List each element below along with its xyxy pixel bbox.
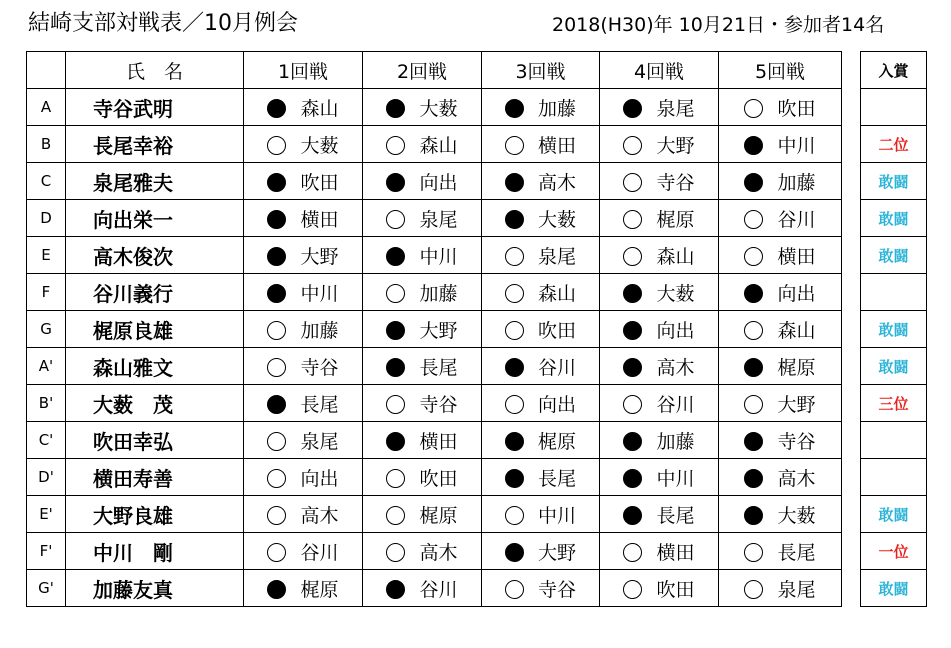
white-circle-icon [623, 173, 642, 192]
game-result-cell [244, 422, 363, 459]
game-result-cell [363, 570, 482, 607]
table-row [27, 533, 842, 570]
award-row [861, 570, 927, 607]
black-circle-icon [623, 358, 642, 377]
table-header-row [27, 52, 842, 89]
game-result-cell [363, 163, 482, 200]
white-circle-icon [386, 210, 405, 229]
game-result-cell [363, 89, 482, 126]
game-result-cell [719, 126, 842, 163]
white-circle-icon [623, 247, 642, 266]
award-row [861, 237, 927, 274]
player-name: 梶原良雄 [66, 311, 244, 348]
player-name: 大薮 茂 [66, 385, 244, 422]
black-circle-icon [386, 173, 405, 192]
black-circle-icon [505, 210, 524, 229]
opponent-name: 長尾 [419, 356, 458, 379]
award-badge: 二位 [861, 126, 927, 163]
black-circle-icon [623, 99, 642, 118]
opponent-name: 加藤 [777, 171, 816, 194]
player-name: 泉尾雅夫 [66, 163, 244, 200]
game-result-cell [600, 126, 719, 163]
game-result-cell [719, 496, 842, 533]
award-row [861, 422, 927, 459]
player-id: F [27, 274, 66, 311]
opponent-name: 大野 [419, 319, 458, 342]
opponent-name: 谷川 [300, 541, 339, 564]
white-circle-icon [623, 543, 642, 562]
game-result-cell [600, 496, 719, 533]
player-name: 吹田幸弘 [66, 422, 244, 459]
game-result-cell [482, 459, 600, 496]
opponent-name: 吹田 [537, 319, 576, 342]
game-result-cell [244, 385, 363, 422]
player-id: A [27, 89, 66, 126]
black-circle-icon [623, 506, 642, 525]
player-name: 大野良雄 [66, 496, 244, 533]
game-result-cell [363, 459, 482, 496]
white-circle-icon [623, 395, 642, 414]
player-name: 長尾幸裕 [66, 126, 244, 163]
game-result-cell [363, 496, 482, 533]
black-circle-icon [267, 99, 286, 118]
opponent-name: 中川 [300, 282, 339, 305]
black-circle-icon [386, 99, 405, 118]
game-result-cell [244, 496, 363, 533]
header-round-4: 4回戦 [600, 52, 719, 89]
opponent-name: 谷川 [419, 578, 458, 601]
game-result-cell [600, 385, 719, 422]
black-circle-icon [505, 99, 524, 118]
white-circle-icon [386, 543, 405, 562]
opponent-name: 中川 [777, 134, 816, 157]
table-row [27, 200, 842, 237]
game-result-cell [600, 274, 719, 311]
award-badge: 敢闘 [861, 311, 927, 348]
white-circle-icon [267, 432, 286, 451]
game-result-cell [244, 163, 363, 200]
white-circle-icon [386, 506, 405, 525]
opponent-name: 梶原 [777, 356, 816, 379]
opponent-name: 吹田 [656, 578, 695, 601]
table-row [27, 496, 842, 533]
opponent-name: 中川 [419, 245, 458, 268]
award-row [861, 89, 927, 126]
opponent-name: 寺谷 [777, 430, 816, 453]
opponent-name: 梶原 [537, 430, 576, 453]
award-row [861, 163, 927, 200]
game-result-cell [482, 348, 600, 385]
game-result-cell [482, 274, 600, 311]
black-circle-icon [386, 321, 405, 340]
game-result-cell [600, 570, 719, 607]
player-id: G' [27, 570, 66, 607]
player-name: 中川 剛 [66, 533, 244, 570]
opponent-name: 横田 [300, 208, 339, 231]
opponent-name: 横田 [419, 430, 458, 453]
black-circle-icon [744, 432, 763, 451]
game-result-cell [600, 89, 719, 126]
table-row [27, 126, 842, 163]
white-circle-icon [505, 136, 524, 155]
game-result-cell [363, 348, 482, 385]
game-result-cell [719, 385, 842, 422]
opponent-name: 大薮 [656, 282, 695, 305]
player-name: 谷川義行 [66, 274, 244, 311]
black-circle-icon [267, 247, 286, 266]
opponent-name: 森山 [537, 282, 576, 305]
table-row [27, 348, 842, 385]
game-result-cell [244, 274, 363, 311]
player-id: C' [27, 422, 66, 459]
award-badge [861, 274, 927, 311]
game-result-cell [719, 422, 842, 459]
player-name: 加藤友真 [66, 570, 244, 607]
game-result-cell [363, 533, 482, 570]
white-circle-icon [267, 321, 286, 340]
player-name: 向出栄一 [66, 200, 244, 237]
game-result-cell [244, 311, 363, 348]
opponent-name: 大薮 [537, 208, 576, 231]
award-row [861, 496, 927, 533]
opponent-name: 大野 [300, 245, 339, 268]
opponent-name: 森山 [656, 245, 695, 268]
white-circle-icon [505, 395, 524, 414]
game-result-cell [363, 200, 482, 237]
award-badge: 敢闘 [861, 496, 927, 533]
opponent-name: 寺谷 [656, 171, 695, 194]
opponent-name: 加藤 [537, 97, 576, 120]
opponent-name: 泉尾 [419, 208, 458, 231]
player-name: 高木俊次 [66, 237, 244, 274]
award-badge: 敢闘 [861, 200, 927, 237]
header-award: 入賞 [861, 52, 927, 89]
table-row [27, 237, 842, 274]
game-result-cell [244, 89, 363, 126]
opponent-name: 中川 [656, 467, 695, 490]
black-circle-icon [744, 469, 763, 488]
game-result-cell [363, 385, 482, 422]
white-circle-icon [267, 136, 286, 155]
game-result-cell [719, 89, 842, 126]
opponent-name: 泉尾 [537, 245, 576, 268]
white-circle-icon [744, 247, 763, 266]
game-result-cell [600, 163, 719, 200]
black-circle-icon [623, 321, 642, 340]
opponent-name: 大野 [656, 134, 695, 157]
game-result-cell [363, 126, 482, 163]
game-result-cell [482, 570, 600, 607]
game-result-cell [482, 422, 600, 459]
game-result-cell [719, 200, 842, 237]
opponent-name: 加藤 [656, 430, 695, 453]
opponent-name: 向出 [419, 171, 458, 194]
player-name: 森山雅文 [66, 348, 244, 385]
opponent-name: 森山 [300, 97, 339, 120]
table-row [27, 422, 842, 459]
opponent-name: 森山 [419, 134, 458, 157]
game-result-cell [719, 311, 842, 348]
white-circle-icon [505, 321, 524, 340]
opponent-name: 高木 [419, 541, 458, 564]
page-title: 結崎支部対戦表／10月例会 [28, 11, 298, 36]
white-circle-icon [623, 580, 642, 599]
white-circle-icon [744, 580, 763, 599]
award-row [861, 311, 927, 348]
opponent-name: 長尾 [777, 541, 816, 564]
header-id [27, 52, 66, 89]
game-result-cell [244, 570, 363, 607]
award-row [861, 459, 927, 496]
white-circle-icon [386, 136, 405, 155]
black-circle-icon [505, 469, 524, 488]
game-result-cell [244, 200, 363, 237]
opponent-name: 高木 [537, 171, 576, 194]
table-row [27, 385, 842, 422]
black-circle-icon [267, 395, 286, 414]
game-result-cell [719, 533, 842, 570]
opponent-name: 森山 [777, 319, 816, 342]
game-result-cell [719, 348, 842, 385]
game-result-cell [482, 533, 600, 570]
black-circle-icon [505, 543, 524, 562]
game-result-cell [482, 163, 600, 200]
award-table-body [861, 89, 927, 607]
player-id: A' [27, 348, 66, 385]
award-table [860, 51, 927, 607]
opponent-name: 泉尾 [777, 578, 816, 601]
black-circle-icon [505, 173, 524, 192]
player-id: E' [27, 496, 66, 533]
game-result-cell [244, 459, 363, 496]
opponent-name: 大野 [777, 393, 816, 416]
match-table [26, 51, 842, 607]
opponent-name: 中川 [537, 504, 576, 527]
award-row [861, 274, 927, 311]
white-circle-icon [386, 284, 405, 303]
opponent-name: 梶原 [656, 208, 695, 231]
award-row [861, 385, 927, 422]
white-circle-icon [623, 136, 642, 155]
white-circle-icon [744, 321, 763, 340]
opponent-name: 吹田 [777, 97, 816, 120]
award-badge: 一位 [861, 533, 927, 570]
black-circle-icon [386, 358, 405, 377]
black-circle-icon [505, 432, 524, 451]
game-result-cell [482, 311, 600, 348]
game-result-cell [482, 385, 600, 422]
award-badge: 敢闘 [861, 237, 927, 274]
opponent-name: 大薮 [777, 504, 816, 527]
white-circle-icon [267, 543, 286, 562]
header-name: 氏 名 [66, 52, 244, 89]
opponent-name: 寺谷 [419, 393, 458, 416]
player-id: C [27, 163, 66, 200]
opponent-name: 梶原 [300, 578, 339, 601]
player-name: 横田寿善 [66, 459, 244, 496]
opponent-name: 谷川 [777, 208, 816, 231]
white-circle-icon [505, 506, 524, 525]
game-result-cell [363, 311, 482, 348]
game-result-cell [600, 311, 719, 348]
game-result-cell [244, 126, 363, 163]
opponent-name: 寺谷 [300, 356, 339, 379]
event-info: 2018(H30)年 10月21日・参加者14名 [552, 14, 885, 36]
black-circle-icon [267, 173, 286, 192]
white-circle-icon [744, 543, 763, 562]
opponent-name: 長尾 [300, 393, 339, 416]
award-badge [861, 459, 927, 496]
opponent-name: 大薮 [300, 134, 339, 157]
opponent-name: 長尾 [656, 504, 695, 527]
black-circle-icon [744, 506, 763, 525]
game-result-cell [719, 570, 842, 607]
player-id: D' [27, 459, 66, 496]
game-result-cell [363, 274, 482, 311]
black-circle-icon [505, 358, 524, 377]
black-circle-icon [386, 580, 405, 599]
award-header-row [861, 52, 927, 89]
black-circle-icon [623, 284, 642, 303]
white-circle-icon [267, 358, 286, 377]
black-circle-icon [386, 247, 405, 266]
black-circle-icon [744, 358, 763, 377]
header-round-3: 3回戦 [482, 52, 600, 89]
game-result-cell [363, 422, 482, 459]
white-circle-icon [744, 395, 763, 414]
game-result-cell [600, 348, 719, 385]
game-result-cell [719, 459, 842, 496]
award-badge [861, 89, 927, 126]
opponent-name: 大薮 [419, 97, 458, 120]
player-id: E [27, 237, 66, 274]
award-badge: 敢闘 [861, 163, 927, 200]
opponent-name: 高木 [656, 356, 695, 379]
game-result-cell [719, 274, 842, 311]
white-circle-icon [267, 469, 286, 488]
opponent-name: 向出 [300, 467, 339, 490]
opponent-name: 大野 [537, 541, 576, 564]
header-round-1: 1回戦 [244, 52, 363, 89]
black-circle-icon [267, 284, 286, 303]
opponent-name: 向出 [777, 282, 816, 305]
opponent-name: 横田 [656, 541, 695, 564]
game-result-cell [719, 163, 842, 200]
opponent-name: 谷川 [537, 356, 576, 379]
player-id: B [27, 126, 66, 163]
white-circle-icon [505, 284, 524, 303]
player-id: F' [27, 533, 66, 570]
opponent-name: 泉尾 [656, 97, 695, 120]
white-circle-icon [744, 210, 763, 229]
opponent-name: 谷川 [656, 393, 695, 416]
award-row [861, 200, 927, 237]
match-table-body [27, 89, 842, 607]
black-circle-icon [267, 580, 286, 599]
table-row [27, 570, 842, 607]
opponent-name: 梶原 [419, 504, 458, 527]
game-result-cell [482, 126, 600, 163]
game-result-cell [244, 348, 363, 385]
opponent-name: 吹田 [419, 467, 458, 490]
black-circle-icon [744, 173, 763, 192]
game-result-cell [244, 237, 363, 274]
header-round-2: 2回戦 [363, 52, 482, 89]
opponent-name: 加藤 [300, 319, 339, 342]
opponent-name: 向出 [537, 393, 576, 416]
game-result-cell [482, 89, 600, 126]
white-circle-icon [267, 506, 286, 525]
award-badge: 三位 [861, 385, 927, 422]
table-row [27, 274, 842, 311]
player-name: 寺谷武明 [66, 89, 244, 126]
award-badge: 敢闘 [861, 348, 927, 385]
game-result-cell [600, 459, 719, 496]
opponent-name: 長尾 [537, 467, 576, 490]
award-row [861, 348, 927, 385]
game-result-cell [482, 237, 600, 274]
opponent-name: 寺谷 [537, 578, 576, 601]
award-badge [861, 422, 927, 459]
opponent-name: 吹田 [300, 171, 339, 194]
black-circle-icon [267, 210, 286, 229]
black-circle-icon [744, 284, 763, 303]
table-row [27, 459, 842, 496]
game-result-cell [600, 422, 719, 459]
game-result-cell [600, 200, 719, 237]
opponent-name: 高木 [300, 504, 339, 527]
opponent-name: 向出 [656, 319, 695, 342]
white-circle-icon [386, 395, 405, 414]
table-row [27, 163, 842, 200]
game-result-cell [363, 237, 482, 274]
player-id: B' [27, 385, 66, 422]
opponent-name: 横田 [777, 245, 816, 268]
header-round-5: 5回戦 [719, 52, 842, 89]
game-result-cell [244, 533, 363, 570]
opponent-name: 横田 [537, 134, 576, 157]
game-result-cell [600, 533, 719, 570]
white-circle-icon [386, 469, 405, 488]
black-circle-icon [623, 469, 642, 488]
player-id: D [27, 200, 66, 237]
black-circle-icon [623, 432, 642, 451]
game-result-cell [482, 200, 600, 237]
table-row [27, 89, 842, 126]
game-result-cell [600, 237, 719, 274]
opponent-name: 泉尾 [300, 430, 339, 453]
white-circle-icon [744, 99, 763, 118]
award-row [861, 533, 927, 570]
black-circle-icon [386, 432, 405, 451]
award-row [861, 126, 927, 163]
white-circle-icon [623, 210, 642, 229]
white-circle-icon [505, 247, 524, 266]
opponent-name: 加藤 [419, 282, 458, 305]
white-circle-icon [505, 580, 524, 599]
game-result-cell [482, 496, 600, 533]
player-id: G [27, 311, 66, 348]
game-result-cell [719, 237, 842, 274]
award-badge: 敢闘 [861, 570, 927, 607]
table-row [27, 311, 842, 348]
opponent-name: 高木 [777, 467, 816, 490]
black-circle-icon [744, 136, 763, 155]
